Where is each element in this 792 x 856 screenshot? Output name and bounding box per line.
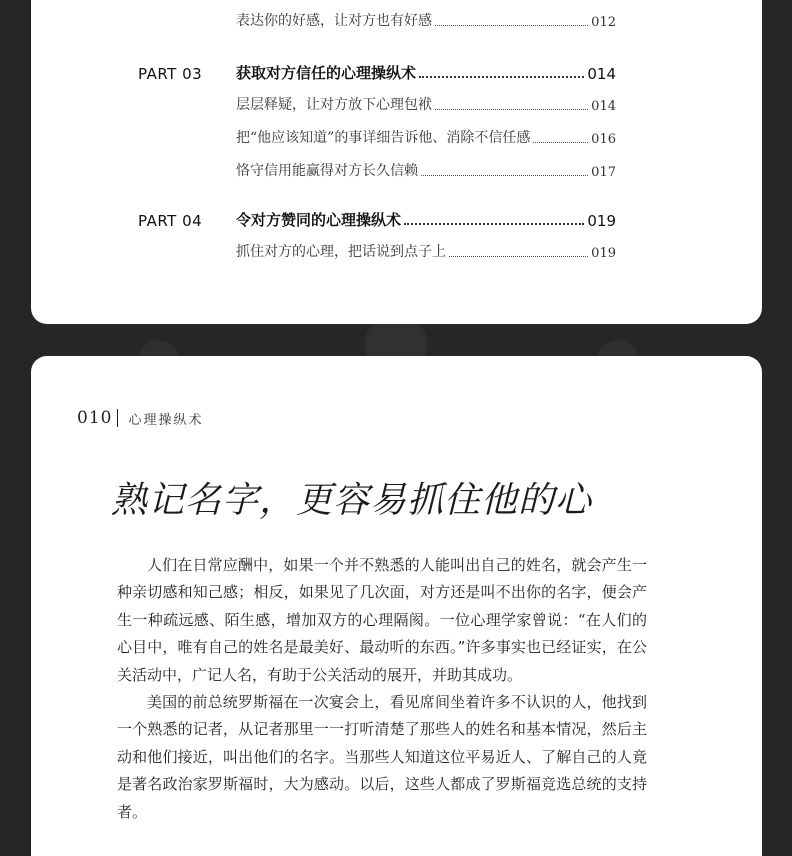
toc-entry	[236, 158, 616, 180]
leader-dots	[421, 175, 588, 176]
toc-entry-page: 016	[591, 132, 616, 147]
toc-entry-title: 把“他应该知道”的事详细告诉他、消除不信任感	[236, 130, 531, 146]
toc-entry-page: 017	[591, 165, 616, 180]
toc-entry	[236, 8, 616, 30]
toc-entry	[236, 92, 616, 114]
part-label: PART 03	[138, 65, 203, 83]
toc-entry-page: 012	[591, 15, 616, 30]
toc-entry-title: 层层释疑，让对方放下心理包袱	[236, 97, 432, 113]
running-head	[77, 408, 203, 428]
toc-entry	[236, 125, 616, 147]
paragraph: 人们在日常应酬中，如果一个并不熟悉的人能叫出自己的姓名，就会产生一种亲切感和知己感；相反，如果见了几次面，对方还是叫不出你的名字，便会产生一种疏远感、陌生感，增加双方的心理隔阂。一位心理学家曾说：“在人们的心目中，唯有自己的姓名是最美好、最动听的东西。”许多事实也已经证实，在公关活动中，广记人名，有助于公关活动的展开，并助其成功。	[117, 556, 647, 684]
part-title: 获取对方信任的心理操纵术	[236, 64, 417, 82]
toc-entry-title: 表达你的好感，让对方也有好感	[236, 13, 432, 29]
part-label: PART 04	[138, 212, 203, 230]
toc-part-heading	[138, 206, 616, 230]
leader-dots	[435, 25, 588, 26]
paragraph: 美国的前总统罗斯福在一次宴会上，看见席间坐着许多不认识的人，他找到一个熟悉的记者，从记者那里一一打听清楚了那些人的姓名和基本情况，然后主动和他们接近，叫出他们的名字。当那些人知道这位平易近人、了解自己的人竟是著名政治家罗斯福时，大为感动。以后，这些人都成了罗斯福竞选总统的支持者。	[117, 693, 647, 821]
leader-dots	[449, 256, 588, 257]
toc-entry-page: 014	[591, 99, 616, 114]
part-title: 令对方赞同的心理操纵术	[236, 211, 402, 229]
leader-dots	[404, 223, 584, 225]
running-title: 心理操纵术	[128, 412, 204, 428]
toc-entry-title: 恪守信用能赢得对方长久信赖	[236, 163, 418, 179]
toc-page	[31, 0, 762, 324]
toc-entry-title: 抓住对方的心理，把话说到点子上	[236, 244, 446, 260]
leader-dots	[419, 76, 584, 78]
leader-dots	[533, 142, 588, 143]
divider	[117, 409, 118, 427]
toc-part-heading	[138, 59, 616, 83]
toc-entry-page: 019	[591, 246, 616, 261]
part-page: 014	[587, 65, 616, 83]
leader-dots	[435, 109, 588, 110]
part-page: 019	[587, 212, 616, 230]
book-page	[31, 356, 762, 856]
toc-entry	[236, 239, 616, 261]
body-text	[117, 552, 647, 826]
chapter-title: 熟记名字，更容易抓住他的心	[111, 480, 593, 521]
page-number: 010	[77, 408, 113, 428]
